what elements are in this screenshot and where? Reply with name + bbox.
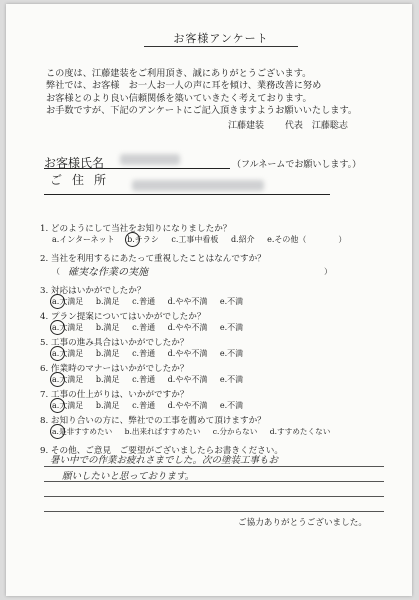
bracket-close: ） [324, 267, 332, 276]
comment-line-2: 願いしたいと思っております。 [62, 471, 195, 482]
option-4-a: a.大満足 [52, 323, 84, 332]
option-4-e: e.不満 [219, 323, 244, 332]
redacted-name [120, 154, 180, 165]
option-4-d: d.やや不満 [167, 323, 208, 332]
option-5-d: d.やや不満 [167, 349, 208, 358]
option-5-e: e.不満 [219, 349, 244, 358]
answer-2-handwriting: 確実な作業の実施 [68, 267, 148, 278]
closing-message: ご協力ありがとうございました。 [238, 518, 367, 528]
option-3-c: c.普通 [132, 297, 156, 306]
options-5 [52, 348, 253, 359]
option-3-d: d.やや不満 [167, 297, 208, 306]
option-6-a: a.大満足 [52, 375, 84, 384]
option-1-d: d.紹介 [230, 235, 255, 244]
title-underline [144, 46, 298, 47]
question-6: 6. 作業時のマナーはいかがでしたか？ [40, 364, 189, 374]
question-5: 5. 工事の進み具合はいかがでしたか？ [40, 338, 189, 348]
full-name-note: （フルネームでお願いします。） [232, 160, 362, 170]
option-5-c: c.普通 [132, 349, 156, 358]
comment-rule-2 [44, 481, 384, 482]
comment-rule-1 [44, 466, 384, 467]
option-7-b: b.満足 [95, 401, 120, 410]
options-1 [52, 234, 356, 245]
representative: 代表 江藤聡志 [284, 121, 348, 131]
option-6-b: b.満足 [95, 375, 120, 384]
option-6-c: c.普通 [132, 375, 156, 384]
comment-rule-3 [44, 496, 384, 497]
question-2: 2. 当社を利用するにあたって重視したことはなんですか？ [40, 254, 266, 264]
comment-line-1: 暑い中での作業お疲れさまでした。次の塗装工事もお [50, 455, 279, 466]
intro-line-1: この度は、江藤建装をご利用頂き、誠にありがとうございます。 [46, 68, 312, 79]
intro-line-2: 弊社では、お客様 お一人お一人の声に耳を傾け、業務改善に努め [46, 80, 322, 92]
options-6 [52, 374, 253, 385]
option-3-a: a.大満足 [52, 297, 84, 306]
intro-line-4: お手数ですが、下記のアンケートにご記入頂きますようお願いいたします。 [46, 104, 358, 116]
option-1-c: c.工事中看板 [171, 235, 219, 244]
option-5-b: b.満足 [95, 349, 120, 358]
intro-line-3: お客様とのより良い信頼関係を築いていきたく考えております。 [46, 92, 312, 104]
question-7: 7. 工事の仕上がりは、いかがですか？ [40, 390, 189, 400]
options-3 [52, 296, 253, 307]
answer-2-bracket-close [324, 266, 342, 277]
option-1-b: b.チラシ [127, 235, 159, 244]
option-4-c: c.普通 [132, 323, 156, 332]
survey-title: お客様アンケート [173, 32, 269, 45]
option-3-b: b.満足 [95, 297, 120, 306]
bracket-open: （ [52, 267, 60, 276]
question-3: 3. 対応はいかがでしたか？ [40, 286, 146, 296]
option-4-b: b.満足 [95, 323, 120, 332]
intro-text [46, 68, 396, 117]
option-5-a: a.大満足 [52, 349, 84, 358]
options-8 [52, 426, 340, 437]
option-8-a: a.是非すすめたい [52, 427, 113, 436]
option-1-a: a.インターネット [52, 235, 115, 244]
company-name: 江藤建装 [228, 121, 265, 131]
options-7 [52, 400, 253, 411]
name-underline [44, 168, 230, 169]
option-7-e: e.不満 [219, 401, 244, 410]
question-1: 1. どのようにして当社をお知りになりましたか？ [40, 224, 232, 234]
option-7-a: a.大満足 [52, 401, 84, 410]
question-8: 8. お知り合いの方に、弊社での工事を薦めて頂けますか？ [40, 416, 266, 426]
option-8-d: d.すすめたくない [269, 427, 331, 436]
address-label: ご住所 [50, 173, 117, 187]
option-6-d: d.やや不満 [167, 375, 208, 384]
survey-sheet [6, 4, 412, 596]
option-7-c: c.普通 [132, 401, 156, 410]
signature-line [228, 118, 366, 131]
option-6-e: e.不満 [219, 375, 244, 384]
option-1-e: e.その他（ ） [267, 235, 347, 244]
option-3-e: e.不満 [219, 297, 244, 306]
redacted-address [132, 180, 264, 191]
option-7-d: d.やや不満 [167, 401, 208, 410]
question-4: 4. プラン提案についてはいかがでしたか？ [40, 312, 206, 322]
question-9: 9. その他、ご意見 ご要望がございましたらお書きください。 [40, 446, 283, 456]
options-4 [52, 322, 253, 333]
comment-rule-4 [44, 511, 384, 512]
option-8-b: b.出来ればすすめたい [124, 427, 201, 436]
address-underline [44, 194, 330, 195]
option-8-c: c.分からない [212, 427, 258, 436]
customer-name-label: お客様氏名 [44, 156, 105, 170]
